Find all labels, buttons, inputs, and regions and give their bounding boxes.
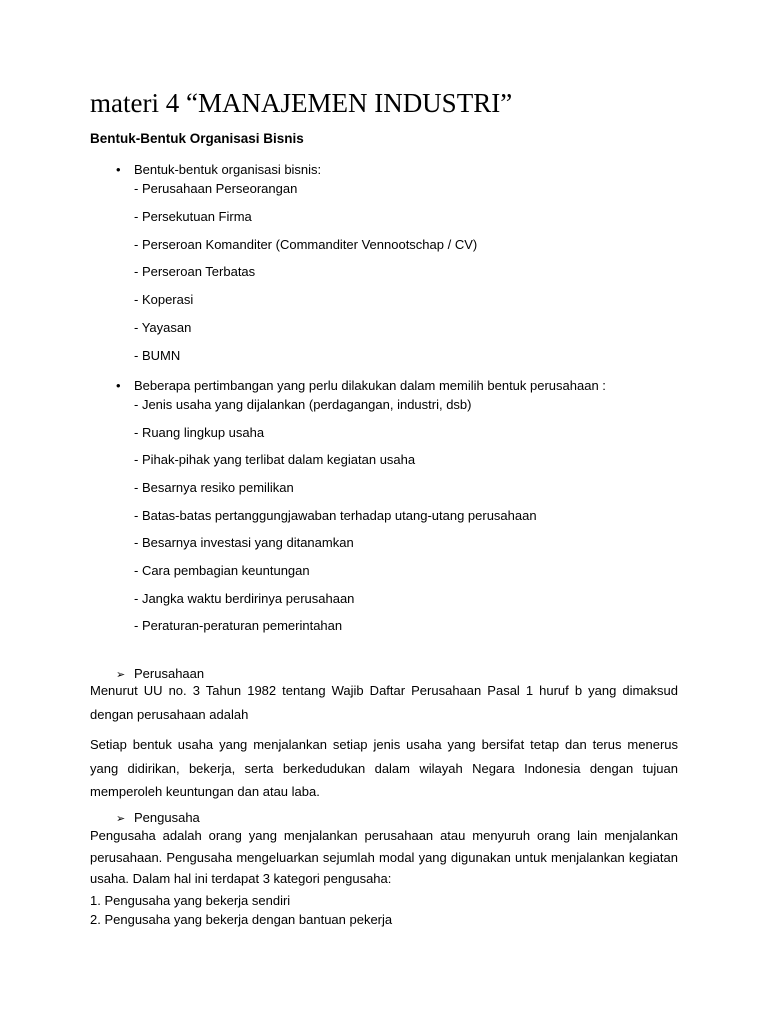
list-item: - Perseroan Komanditer (Commanditer Vennootschap / CV) [134,237,478,252]
section-subtitle: Bentuk-Bentuk Organisasi Bisnis [90,131,304,146]
bullet-icon: • [116,162,121,177]
pengusaha-paragraph: Pengusaha adalah orang yang menjalankan perusahaan atau menyuruh orang lain menjalankan perusahaan. Pengusaha mengeluarkan sejumlah modal yang digunakan untuk menjalankan kegiatan usaha. Dalam hal ini terdapat 3 kategori pengusaha: [90,828,678,886]
list-item: - Peraturan-peraturan pemerintahan [134,618,343,633]
list-item: - BUMN [134,348,181,363]
list-item: 2. Pengusaha yang bekerja dengan bantuan pekerja [90,912,393,927]
list-item: - Jenis usaha yang dijalankan (perdagangan, industri, dsb) [134,397,472,412]
pengusaha-heading-label: Pengusaha [134,810,200,825]
list-item: - Pihak-pihak yang terlibat dalam kegiatan usaha [134,452,416,467]
list-item: - Yayasan [134,320,192,335]
list-item: - Besarnya resiko pemilikan [134,480,294,495]
bullet-icon: • [116,378,121,393]
perusahaan-paragraph-2: Setiap bentuk usaha yang menjalankan setiap jenis usaha yang bersifat tetap dan terus menerus yang didirikan, bekerja, serta berkedudukan dalam wilayah Negara Indonesia dengan tujuan memperoleh keuntungan dan atau laba. [90,737,678,799]
list-item: - Perseroan Terbatas [134,264,256,279]
bullet-heading: Beberapa pertimbangan yang perlu dilakukan dalam memilih bentuk perusahaan : [134,378,606,393]
arrow-bullet-icon: ➢ [116,813,126,825]
list-item: 1. Pengusaha yang bekerja sendiri [90,893,291,908]
list-item: - Batas-batas pertanggungjawaban terhadap utang-utang perusahaan [134,508,537,523]
list-item: - Cara pembagian keuntungan [134,563,310,578]
bullet-heading: Bentuk-bentuk organisasi bisnis: [134,162,322,177]
list-item: - Perusahaan Perseorangan [134,181,298,196]
list-item: - Ruang lingkup usaha [134,425,265,440]
list-item: - Besarnya investasi yang ditanamkan [134,535,354,550]
arrow-bullet-icon: ➢ [116,669,126,681]
perusahaan-heading-label: Perusahaan [134,666,205,681]
list-item: - Jangka waktu berdirinya perusahaan [134,591,355,606]
list-item: - Persekutuan Firma [134,209,252,224]
page-title: materi 4 “MANAJEMEN INDUSTRI” [90,88,513,118]
perusahaan-paragraph-1: Menurut UU no. 3 Tahun 1982 tentang Wajib Daftar Perusahaan Pasal 1 huruf b yang dimaksud dengan perusahaan adalah [90,683,678,722]
list-item: - Koperasi [134,292,194,307]
